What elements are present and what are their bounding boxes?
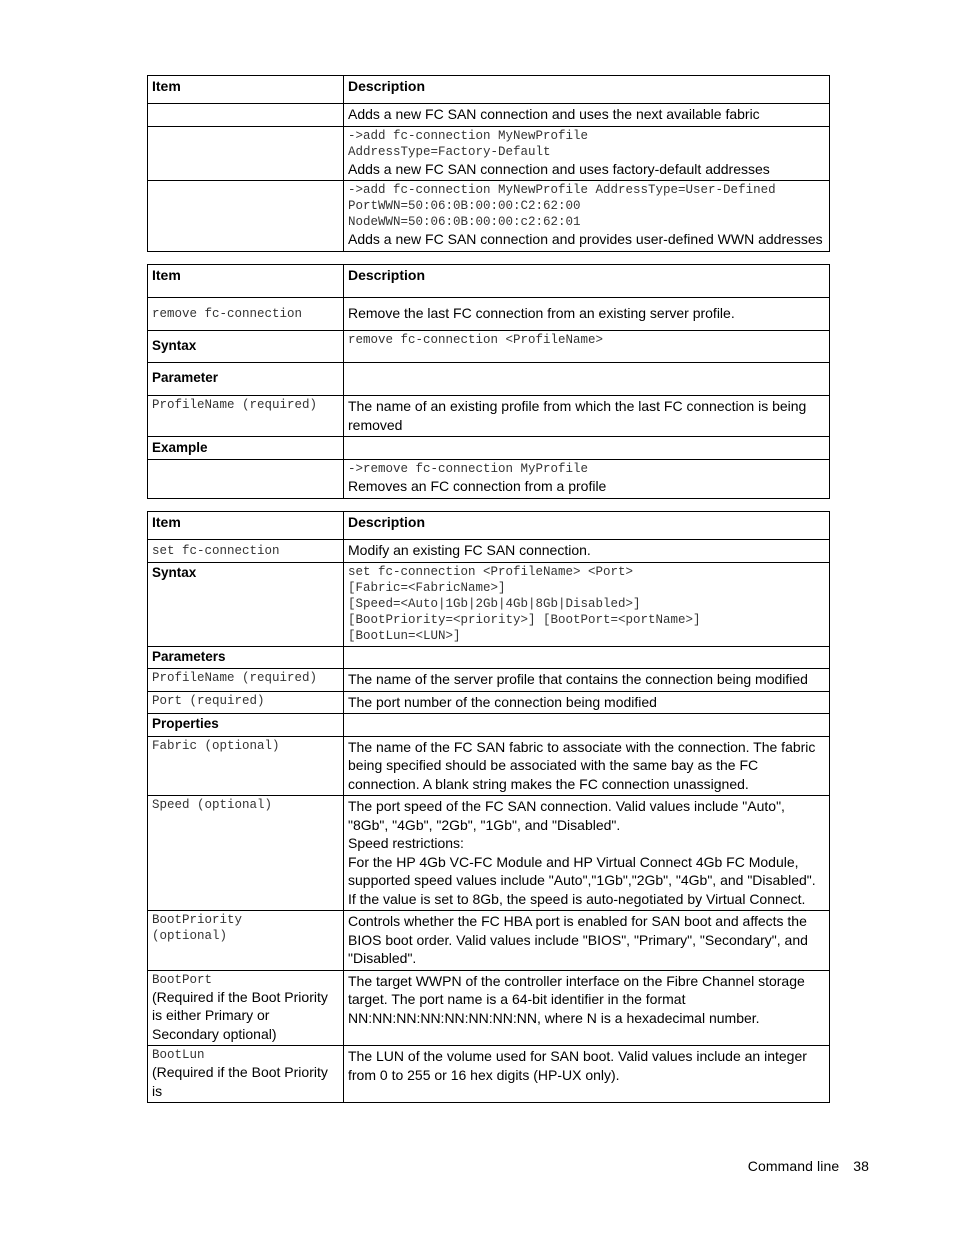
description-text: Adds a new FC SAN connection and uses factory-default addresses: [348, 160, 770, 177]
table-row: [148, 298, 830, 331]
item-cell: [148, 104, 344, 127]
description-cell: [344, 646, 830, 669]
table-row: [148, 396, 830, 437]
item-header: Item: [148, 76, 344, 104]
command-name: set fc-connection: [152, 544, 280, 558]
item-cell: [148, 181, 344, 252]
item-cell: [148, 396, 344, 437]
item-cell: [148, 669, 344, 692]
add-fc-connection-table: [147, 75, 830, 252]
table-row: [148, 736, 830, 796]
table-row: [148, 970, 830, 1046]
table-row: [148, 104, 830, 127]
property-name: BootLun: [152, 1048, 205, 1062]
syntax-label: Syntax: [148, 562, 344, 646]
item-header: Item: [148, 512, 344, 540]
properties-label: Properties: [148, 714, 344, 737]
footer-section-title: Command line: [747, 1158, 840, 1174]
description-cell: [344, 562, 830, 646]
description-cell: [344, 460, 830, 499]
item-cell: [148, 911, 344, 971]
parameter-label: Parameter: [148, 363, 344, 396]
table-header-row: [148, 265, 830, 298]
table-row: [148, 363, 830, 396]
description-cell: [344, 714, 830, 737]
code-line: ->add fc-connection MyNewProfile AddressType=User-Defined: [348, 183, 776, 197]
property-name: Fabric (optional): [152, 738, 280, 753]
table-row: [148, 437, 830, 460]
command-name: remove fc-connection: [152, 306, 303, 321]
table-row: [148, 1046, 830, 1103]
description-header: Description: [344, 512, 830, 540]
param-name: ProfileName (required): [152, 398, 318, 412]
syntax-code-line: [BootPriority=<priority>] [BootPort=<portName>]: [348, 612, 701, 627]
table-row: [148, 562, 830, 646]
description-cell: The target WWPN of the controller interface on the Fibre Channel storage target. The port name is a 64-bit identifier in the format NN:NN:NN:NN:NN:NN:NN:NN, where N is a hexadecimal number.: [344, 970, 830, 1046]
item-cell: [148, 736, 344, 796]
description-text: Adds a new FC SAN connection and provides user-defined WWN addresses: [348, 231, 823, 247]
property-qualifier: (Required if the Boot Priority is either Primary or Secondary optional): [152, 988, 328, 1042]
description-cell: The name of the FC SAN fabric to associate with the connection. The fabric being specified should be associated with the same bay as the FC connection. A blank string makes the FC connection unassigned.: [344, 736, 830, 796]
table-row: [148, 126, 830, 181]
description-text: Removes an FC connection from a profile: [348, 478, 607, 494]
description-cell: [344, 181, 830, 252]
table-row: [148, 714, 830, 737]
table-row: [148, 460, 830, 499]
description-header: Description: [344, 76, 830, 104]
description-cell: The LUN of the volume used for SAN boot. Valid values include an integer from 0 to 255 or 16 hex digits (HP-UX only).: [344, 1046, 830, 1103]
property-name: BootPort: [152, 972, 213, 987]
description-cell: The port number of the connection being modified: [344, 691, 830, 714]
code-line: PortWWN=50:06:0B:00:00:C2:62:00: [348, 199, 581, 213]
description-cell: [344, 363, 830, 396]
description-text: Speed restrictions:: [348, 835, 464, 851]
example-code: ->remove fc-connection MyProfile: [348, 462, 589, 476]
item-header: Item: [148, 265, 344, 298]
table-row: [148, 646, 830, 669]
item-cell: [148, 691, 344, 714]
item-cell: [148, 1046, 344, 1103]
item-cell: [148, 796, 344, 911]
property-name: BootPriority: [152, 913, 243, 927]
table-row: [148, 691, 830, 714]
table-row: [148, 911, 830, 971]
description-text: For the HP 4Gb VC-FC Module and HP Virtual Connect 4Gb FC Module, supported speed values include "Auto","1Gb","2Gb", "4Gb", and "Disabled". If the value is set to 8Gb, the speed is auto-negotiated by Virtual Connect.: [348, 853, 816, 907]
description-cell: Remove the last FC connection from an existing server profile.: [344, 298, 830, 331]
syntax-code-line: [Fabric=<FabricName>]: [348, 580, 506, 595]
description-cell: Adds a new FC SAN connection and uses the next available fabric: [344, 104, 830, 127]
description-cell: Modify an existing FC SAN connection.: [344, 540, 830, 563]
code-line: NodeWWN=50:06:0B:00:00:c2:62:01: [348, 215, 581, 229]
table-row: [148, 796, 830, 911]
description-cell: [344, 126, 830, 181]
description-text: The port speed of the FC SAN connection. Valid values include "Auto", "8Gb", "4Gb", "2Gb", "1Gb", and "Disabled".: [348, 798, 785, 833]
item-cell: [148, 460, 344, 499]
description-cell: Controls whether the FC HBA port is enabled for SAN boot and affects the BIOS boot order. Valid values include "BIOS", "Primary", "Secondary", and "Disabled".: [344, 911, 830, 971]
code-line: ->add fc-connection MyNewProfile: [348, 128, 589, 143]
table-header-row: [148, 76, 830, 104]
table-row: [148, 540, 830, 563]
item-cell: [148, 298, 344, 331]
code-line: AddressType=Factory-Default: [348, 144, 551, 159]
property-name: Speed (optional): [152, 798, 273, 812]
parameters-label: Parameters: [148, 646, 344, 669]
description-cell: The name of the server profile that contains the connection being modified: [344, 669, 830, 692]
syntax-label: Syntax: [148, 331, 344, 363]
property-qualifier: (Required if the Boot Priority is: [152, 1064, 328, 1099]
page-footer: [748, 1158, 869, 1174]
item-cell: [148, 126, 344, 181]
table-header-row: [148, 512, 830, 540]
description-cell: The name of an existing profile from which the last FC connection is being removed: [344, 396, 830, 437]
description-header: Description: [344, 265, 830, 298]
item-cell: [148, 970, 344, 1046]
table-row: [148, 181, 830, 252]
syntax-code-line: set fc-connection <ProfileName> <Port>: [348, 564, 634, 579]
page-number: 38: [853, 1158, 869, 1174]
description-cell: [344, 331, 830, 363]
param-name: Port (required): [152, 693, 265, 708]
description-cell: [344, 796, 830, 911]
syntax-code-line: [Speed=<Auto|1Gb|2Gb|4Gb|8Gb|Disabled>]: [348, 596, 641, 611]
property-qualifier: (optional): [152, 929, 228, 943]
item-cell: [148, 540, 344, 563]
set-fc-connection-table: [147, 511, 830, 1103]
syntax-code: remove fc-connection <ProfileName>: [348, 333, 604, 347]
param-name: ProfileName (required): [152, 671, 318, 685]
example-label: Example: [148, 437, 344, 460]
table-row: [148, 331, 830, 363]
table-row: [148, 669, 830, 692]
description-cell: [344, 437, 830, 460]
syntax-code-line: [BootLun=<LUN>]: [348, 628, 461, 643]
remove-fc-connection-table: [147, 264, 830, 499]
